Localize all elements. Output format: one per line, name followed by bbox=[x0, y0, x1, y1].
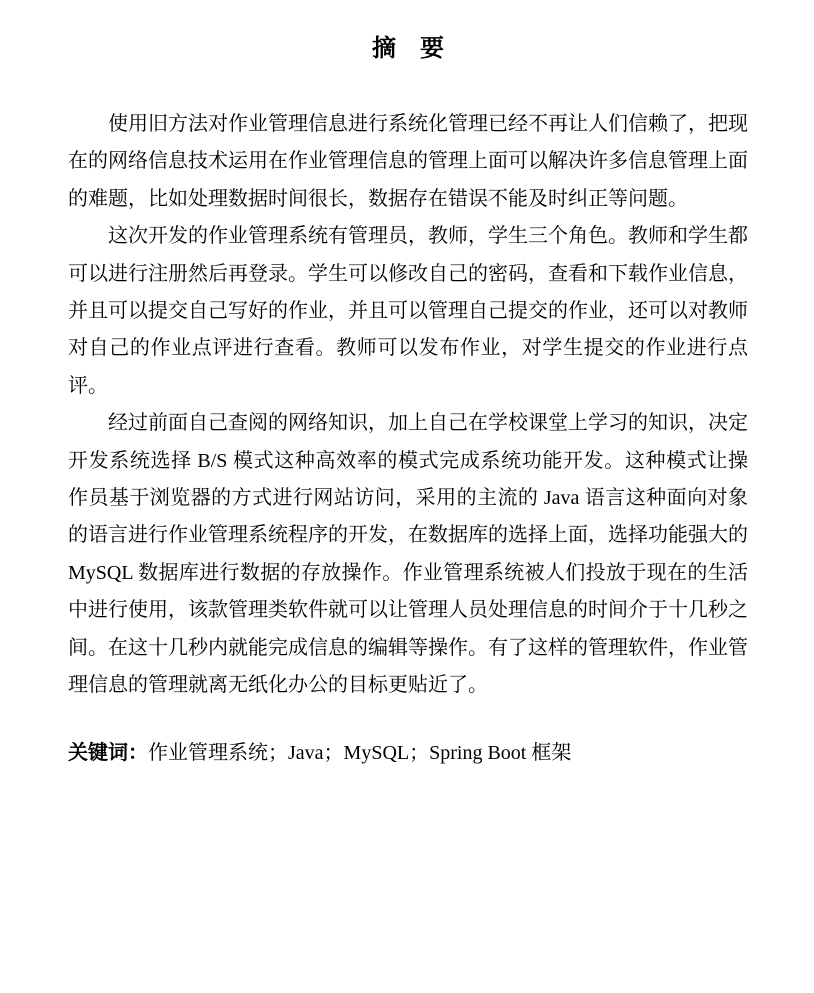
abstract-paragraph-3: 经过前面自己查阅的网络知识，加上自己在学校课堂上学习的知识，决定开发系统选择 B/S 模式这种高效率的模式完成系统功能开发。这种模式让操作员基于浏览器的方式进行网站访问，采用的主流的 Java 语言这种面向对象的语言进行作业管理系统程序的开发，在数据库的选择上面，选择功能强大的 MySQL 数据库进行数据的存放操作。作业管理系统被人们投放于现在的生活中进行使用，该款管理类软件就可以让管理人员处理信息的时间介于十几秒之间。在这十几秒内就能完成信息的编辑等操作。有了这样的管理软件，作业管理信息的管理就离无纸化办公的目标更贴近了。 bbox=[68, 412, 748, 697]
keywords-line bbox=[68, 735, 748, 772]
abstract-paragraph-1: 使用旧方法对作业管理信息进行系统化管理已经不再让人们信赖了，把现在的网络信息技术运用在作业管理信息的管理上面可以解决许多信息管理上面的难题，比如处理数据时间很长，数据存在错误不能及时纠正等问题。 bbox=[68, 113, 748, 210]
keywords-text: 作业管理系统；Java；MySQL；Spring Boot 框架 bbox=[148, 741, 572, 764]
keywords-label: 关键词： bbox=[68, 741, 148, 764]
page-title: 摘 要 bbox=[372, 36, 444, 62]
abstract-paragraph-2: 这次开发的作业管理系统有管理员，教师，学生三个角色。教师和学生都可以进行注册然后再登录。学生可以修改自己的密码，查看和下载作业信息，并且可以提交自己写好的作业，并且可以管理自己提交的作业，还可以对教师对自己的作业点评进行查看。教师可以发布作业，对学生提交的作业进行点评。 bbox=[68, 225, 748, 397]
